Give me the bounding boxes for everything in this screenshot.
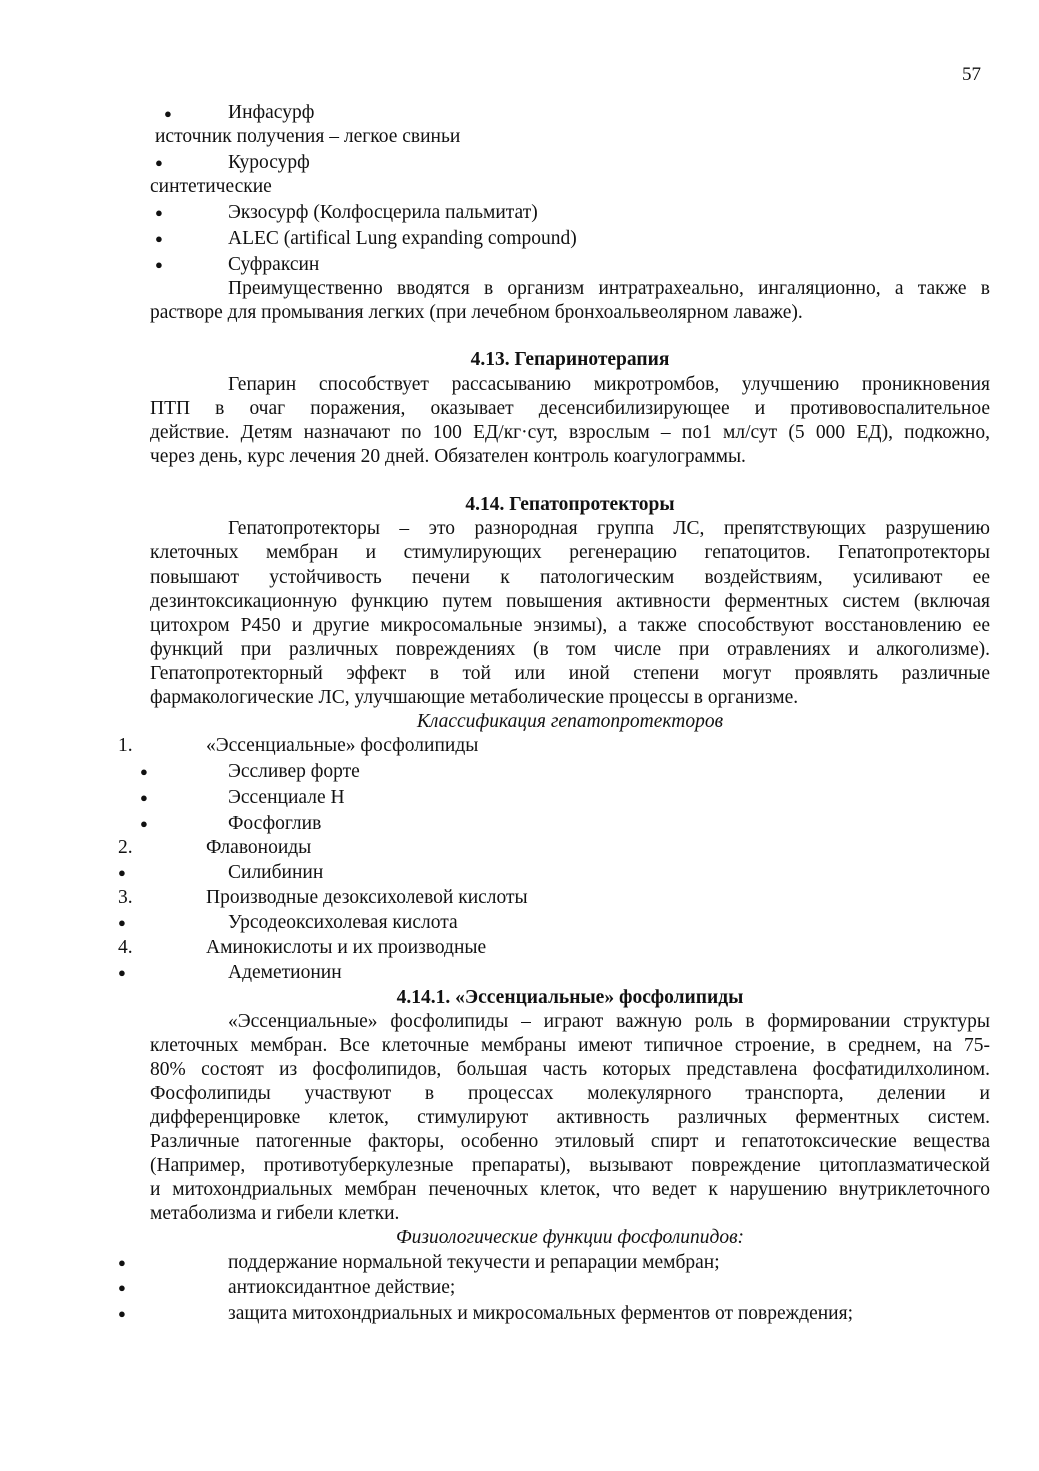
page-number: 57: [962, 64, 981, 85]
paragraph-line: ПТП в очаг поражения, оказывает десенсибилизирующее и противовоспалительное: [150, 398, 990, 419]
paragraph-line: метаболизма и гибели клетки.: [150, 1203, 400, 1224]
list-item: Эссливер форте: [228, 761, 360, 782]
paragraph-line: действие. Детям назначают по 100 ЕД/кг·сут, взрослым – по1 мл/сут (5 000 ЕД), подкожно,: [150, 422, 990, 443]
bullet-icon: ●: [155, 155, 163, 170]
group-name: Производные дезоксихолевой кислоты: [206, 887, 528, 908]
bullet-icon: ●: [118, 1255, 126, 1270]
bullet-icon: ●: [155, 257, 163, 272]
section-heading: 4.13. Гепаринотерапия: [470, 349, 670, 370]
list-number: 2.: [118, 837, 133, 858]
paragraph-line: через день, курс лечения 20 дней. Обязателен контроль коагулограммы.: [150, 446, 746, 467]
paragraph-line: 80% состоят из фосфолипидов, большая часть которых представлена фосфатидилхолином.: [150, 1059, 990, 1080]
section-heading: 4.14. Гепатопротекторы: [465, 494, 675, 515]
function-item: защита митохондриальных и микросомальных ферментов от повреждения;: [228, 1303, 853, 1324]
paragraph-line: (Например, противотуберкулезные препараты), вызывают повреждение цитоплазматической: [150, 1155, 990, 1176]
paragraph-line: Различные патогенные факторы, особенно этиловый спирт и гепатотоксические вещества: [150, 1131, 990, 1152]
paragraph-line: растворе для промывания легких (при лечебном бронхоальвеолярном лаваже).: [150, 302, 803, 323]
list-item: Урсодеоксихолевая кислота: [228, 912, 458, 933]
list-number: 3.: [118, 887, 133, 908]
functions-caption: Физиологические функции фосфолипидов:: [395, 1227, 745, 1248]
bullet-icon: ●: [118, 915, 126, 930]
function-item: поддержание нормальной текучести и репарации мембран;: [228, 1252, 720, 1273]
list-item-alec: ALEC (artifical Lung expanding compound): [228, 228, 577, 249]
bullet-icon: ●: [118, 865, 126, 880]
bullet-icon: ●: [140, 764, 148, 779]
paragraph-line: цитохром Р450 и другие микросомальные энзимы), а также способствуют восстановлению ее: [150, 615, 990, 636]
list-item-exosurf: Экзосурф (Колфосцерила пальмитат): [228, 202, 538, 223]
paragraph-line: Гепарин способствует рассасыванию микротромбов, улучшению проникновения: [228, 374, 990, 395]
bullet-icon: ●: [140, 790, 148, 805]
paragraph-line: и митохондриальных мембран печеночных клеток, что ведет к нарушению внутриклеточного: [150, 1179, 990, 1200]
list-item-sufraxin: Суфраксин: [228, 254, 320, 275]
list-item-kurosurf: Куросурф: [228, 152, 310, 173]
group-name: Флавоноиды: [206, 837, 312, 858]
bullet-icon: ●: [164, 106, 172, 121]
list-item-infasurf: Инфасурф: [228, 102, 315, 123]
bullet-icon: ●: [118, 965, 126, 980]
function-item: антиоксидантное действие;: [228, 1277, 456, 1298]
paragraph-line: «Эссенциальные» фосфолипиды – играют важную роль в формировании структуры: [228, 1011, 990, 1032]
paragraph-line: Гепатопротекторы – это разнородная группа ЛС, препятствующих разрушению: [228, 518, 990, 539]
group-name: «Эссенциальные» фосфолипиды: [206, 735, 479, 756]
paragraph-line: дифференцировке клеток, стимулируют активность различных ферментных систем.: [150, 1107, 990, 1128]
list-number: 1.: [118, 735, 133, 756]
list-item: Эссенциале Н: [228, 787, 345, 808]
paragraph-line: Фосфолипиды участвуют в процессах молекулярного транспорта, делении и: [150, 1083, 990, 1104]
bullet-icon: ●: [118, 1306, 126, 1321]
classification-caption: Классификация гепатопротекторов: [416, 711, 724, 732]
bullet-icon: ●: [118, 1280, 126, 1295]
list-item: Адеметионин: [228, 962, 342, 983]
paragraph-line: повышают устойчивость печени к патологическим воздействиям, усиливают ее: [150, 567, 990, 588]
group-name: Аминокислоты и их производные: [206, 937, 487, 958]
paragraph-line: Преимущественно вводятся в организм интратрахеально, ингаляционно, а также в: [228, 278, 990, 299]
subsection-heading: 4.14.1. «Эссенциальные» фосфолипиды: [396, 987, 744, 1008]
paragraph-line: фармакологические ЛС, улучшающие метаболические процессы в организме.: [150, 687, 799, 708]
list-number: 4.: [118, 937, 133, 958]
synthetic-label: синтетические: [150, 176, 272, 197]
paragraph-line: Гепатопротекторный эффект в той или иной степени могут проявлять различные: [150, 663, 990, 684]
paragraph-line: дезинтоксикационную функцию путем повышения активности ферментных систем (включая: [150, 591, 990, 612]
bullet-icon: ●: [155, 231, 163, 246]
list-item: Силибинин: [228, 862, 324, 883]
bullet-icon: ●: [155, 205, 163, 220]
paragraph-line: функций при различных повреждениях (в том числе при отравлениях и алкоголизме).: [150, 639, 990, 660]
list-item: Фосфоглив: [228, 813, 322, 834]
bullet-icon: ●: [140, 816, 148, 831]
infasurf-source: источник получения – легкое свиньи: [155, 126, 461, 147]
paragraph-line: клеточных мембран. Все клеточные мембраны имеют типичное строение, в среднем, на 75-: [150, 1035, 990, 1056]
paragraph-line: клеточных мембран и стимулирующих регенерацию гепатоцитов. Гепатопротекторы: [150, 542, 990, 563]
